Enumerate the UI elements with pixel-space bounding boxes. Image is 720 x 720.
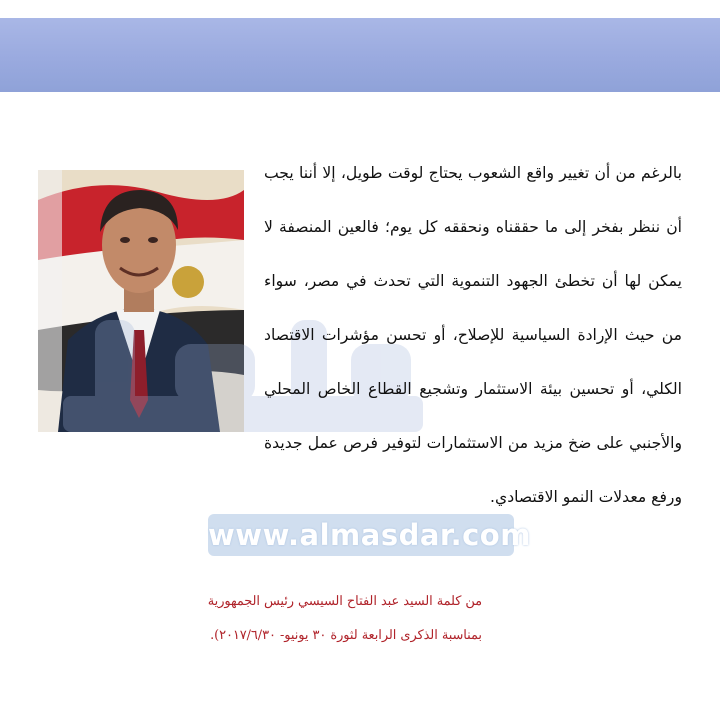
president-portrait-image: [38, 170, 244, 432]
caption-line-1: من كلمة السيد عبد الفتاح السيسي رئيس الجمهورية: [207, 594, 482, 609]
portrait-illustration: [38, 170, 244, 432]
quote-paragraph: بالرغم من أن تغيير واقع الشعوب يحتاج لوقت طويل، إلا أننا يجب أن ننظر بفخر إلى ما حققناه ونحققه كل يوم؛ فالعين المنصفة لا يمكن لها أن تخطئ الجهود التنموية التي تحدث في مصر، سواء من حيث الإرادة السياسية للإصلاح، أو تحسن مؤشرات الاقتصاد الكلي، أو تحسين بيئة الاستثمار وتشجيع القطاع الخاص المحلي والأجنبي على ضخ مزيد من الاستثمارات لتوفير فرص عمل جديدة ورفع معدلات النمو الاقتصادي.: [264, 164, 682, 506]
watermark-url-text: www.almasdar.com: [208, 518, 531, 552]
header-banner: [0, 18, 720, 92]
quote-attribution: [192, 585, 482, 653]
caption-line-2: بمناسبة الذكرى الرابعة لثورة ٣٠ يونيو- ٢٠١٧/٦/٣٠).: [210, 628, 482, 643]
